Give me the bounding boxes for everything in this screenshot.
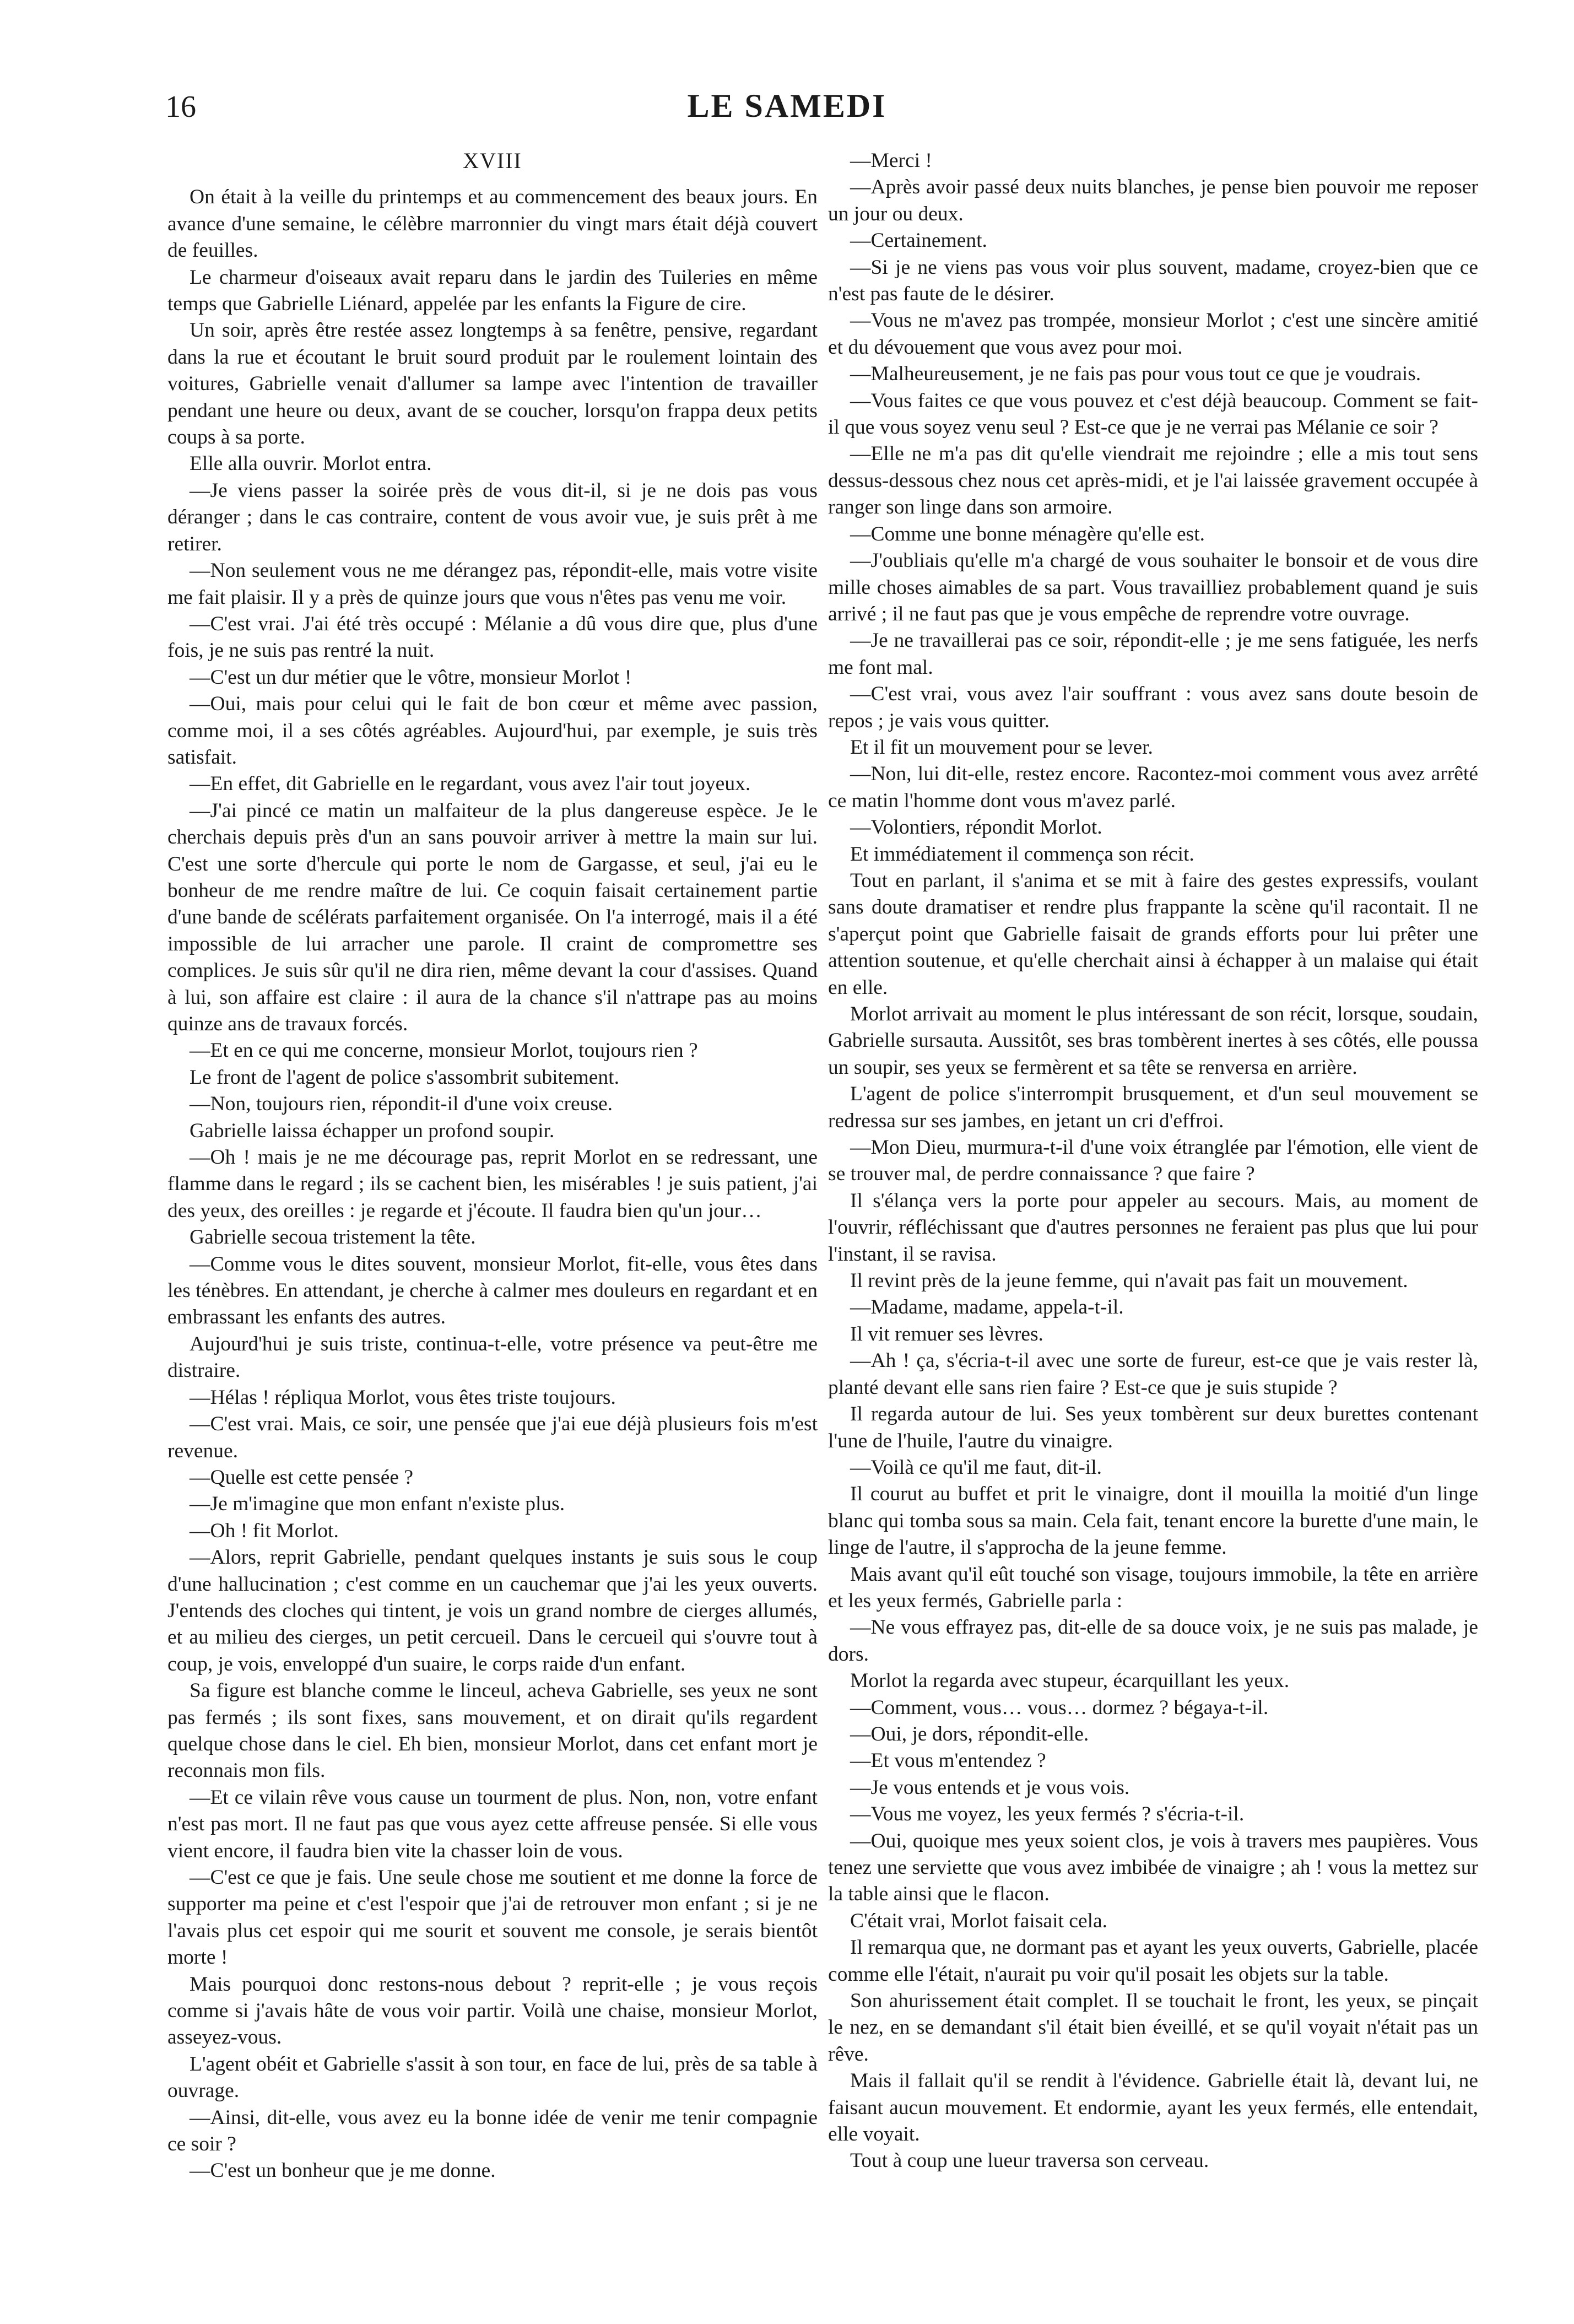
paragraph: —Oui, quoique mes yeux soient clos, je vois à travers mes paupières. Vous tenez une serviette que vous avez imbibée de vinaigre ; ah ! vous la mettez sur la table ainsi que le flacon. bbox=[828, 1829, 1478, 1906]
paragraph: —Non seulement vous ne me dérangez pas, répondit-elle, mais votre visite me fait plaisir. Il y a près de quinze jours que vous n'êtes pas venu me voir. bbox=[167, 559, 818, 609]
paragraph: L'agent obéit et Gabrielle s'assit à son tour, en face de lui, près de sa table à ouvrage. bbox=[167, 2052, 818, 2103]
paragraph: —Oui, mais pour celui qui le fait de bon cœur et même avec passion, comme moi, il a ses côtés agréables. Aujourd'hui, par exemple, je suis très satisfait. bbox=[167, 693, 818, 769]
paragraph: Morlot la regarda avec stupeur, écarquillant les yeux. bbox=[850, 1669, 1290, 1693]
paragraph: —C'est vrai. J'ai été très occupé : Mélanie a dû vous dire que, plus d'une fois, je ne suis pas rentré la nuit. bbox=[167, 612, 818, 662]
paragraph: —Après avoir passé deux nuits blanches, je pense bien pouvoir me reposer un jour ou deux. bbox=[828, 176, 1478, 225]
paragraph: —Comme une bonne ménagère qu'elle est. bbox=[850, 522, 1205, 545]
paragraph: Le charmeur d'oiseaux avait reparu dans le jardin des Tuileries en même temps que Gabrielle Liénard, appelée par les enfants la Figure de cire. bbox=[167, 266, 818, 316]
paragraph: —Oh ! mais je ne me décourage pas, reprit Morlot en se redressant, une flamme dans le regard ; ils se cachent bien, les misérables ! je suis patient, j'ai des yeux, des oreilles : je regarde et j'écoute. Il faudra bien qu'un jour… bbox=[167, 1146, 818, 1222]
journal-title: LE SAMEDI bbox=[687, 88, 887, 124]
paragraph: —Certainement. bbox=[850, 229, 987, 252]
paragraph: —Ah ! ça, s'écria-t-il avec une sorte de fureur, est-ce que je vais rester là, planté devant elle sans rien faire ? Est-ce que je suis stupide ? bbox=[828, 1349, 1478, 1399]
paragraph: Il courut au buffet et prit le vinaigre, dont il mouilla la moitié d'un linge blanc qui tomba sous sa main. Cela fait, tenant encore la burette d'une main, le linge de l'autre, il s'approcha de la jeune femme. bbox=[828, 1483, 1478, 1559]
paragraph: Gabrielle secoua tristement la tête. bbox=[190, 1226, 476, 1249]
paragraph: —Alors, reprit Gabrielle, pendant quelques instants je suis sous le coup d'une hallucination ; c'est comme en un cauchemar que j'ai les yeux ouverts. J'entends des cloches qui tintent, je vois un grand nombre de cierges allumés, et au milieu des cierges, un petit cercueil. Dans le cercueil qui s'ouvre tout à coup, je vois, enveloppé d'un suaire, le corps raide d'un enfant. bbox=[167, 1546, 818, 1676]
paragraph: —Hélas ! répliqua Morlot, vous êtes triste toujours. bbox=[190, 1386, 616, 1409]
paragraph: Il remarqua que, ne dormant pas et ayant les yeux ouverts, Gabrielle, placée comme elle l'était, n'aurait pu voir qu'il posait les objets sur la table. bbox=[828, 1936, 1478, 1986]
paragraph: Le front de l'agent de police s'assombrit subitement. bbox=[190, 1066, 619, 1089]
paragraph: Tout à coup une lueur traversa son cerveau. bbox=[850, 2149, 1209, 2172]
paragraph: —Mon Dieu, murmura-t-il d'une voix étranglée par l'émotion, elle vient de se trouver mal, de perdre connaissance ? que faire ? bbox=[828, 1136, 1478, 1186]
paragraph: —Malheureusement, je ne fais pas pour vous tout ce que je voudrais. bbox=[850, 363, 1421, 386]
paragraph: —Ne vous effrayez pas, dit-elle de sa douce voix, je ne suis pas malade, je dors. bbox=[828, 1616, 1478, 1666]
paragraph: Aujourd'hui je suis triste, continua-t-elle, votre présence va peut-être me distraire. bbox=[167, 1332, 818, 1382]
paragraph: L'agent de police s'interrompit brusquement, et d'un seul mouvement se redressa sur ses jambes, en jetant un cri d'effroi. bbox=[828, 1083, 1478, 1132]
paragraph: Morlot arrivait au moment le plus intéressant de son récit, lorsque, soudain, Gabrielle sursauta. Aussitôt, ses bras tombèrent inertes à ses côtés, elle poussa un soupir, ses yeux se fermèrent et sa tête se renversa en arrière. bbox=[828, 1003, 1478, 1079]
paragraph: On était à la veille du printemps et au commencement des beaux jours. En avance d'une semaine, le célèbre marronnier du vingt mars était déjà couvert de feuilles. bbox=[167, 186, 818, 262]
paragraph: Il vit remuer ses lèvres. bbox=[850, 1322, 1043, 1345]
paragraph: —Et en ce qui me concerne, monsieur Morlot, toujours rien ? bbox=[190, 1039, 698, 1062]
paragraph: —C'est un dur métier que le vôtre, monsieur Morlot ! bbox=[190, 666, 632, 689]
paragraph: —Comment, vous… vous… dormez ? bégaya-t-il. bbox=[850, 1696, 1269, 1719]
page-number: 16 bbox=[165, 90, 196, 124]
paragraph: —Merci ! bbox=[850, 149, 932, 172]
right-column bbox=[828, 148, 1478, 2175]
paragraph: —Oh ! fit Morlot. bbox=[190, 1519, 339, 1542]
paragraph: Mais il fallait qu'il se rendit à l'évidence. Gabrielle était là, devant lui, ne faisant aucun mouvement. Et endormie, ayant les yeux fermés, elle entendait, elle voyait. bbox=[828, 2069, 1478, 2146]
paragraph: Et il fit un mouvement pour se lever. bbox=[850, 736, 1153, 759]
paragraph: —Quelle est cette pensée ? bbox=[190, 1466, 414, 1489]
paragraph: Un soir, après être restée assez longtemps à sa fenêtre, pensive, regardant dans la rue et écoutant le bruit sourd produit par le roulement lointain des voitures, Gabrielle venait d'allumer sa lampe avec l'intention de travailler pendant une heure ou deux, avant de se coucher, lorsqu'on frappa deux petits coups à sa porte. bbox=[167, 319, 818, 449]
paragraph: Sa figure est blanche comme le linceul, acheva Gabrielle, ses yeux ne sont pas fermés ; ils sont fixes, sans mouvement, et on dirait qu'ils regardent quelque chose dans le ciel. Eh bien, monsieur Morlot, dans cet enfant mort je reconnais mon fils. bbox=[167, 1679, 818, 1782]
paragraph: —Non, toujours rien, répondit-il d'une voix creuse. bbox=[190, 1093, 613, 1116]
paragraph: Et immédiatement il commença son récit. bbox=[850, 842, 1194, 866]
paragraph: Il revint près de la jeune femme, qui n'avait pas fait un mouvement. bbox=[850, 1269, 1408, 1293]
paragraph: Il regarda autour de lui. Ses yeux tombèrent sur deux burettes contenant l'une de l'huile, l'autre du vinaigre. bbox=[828, 1403, 1478, 1452]
paragraph: —Et ce vilain rêve vous cause un tourment de plus. Non, non, votre enfant n'est pas mort. Il ne faut pas que vous ayez cette affreuse pensée. Si elle vous vient encore, il faudra bien vite la chasser loin de vous. bbox=[167, 1786, 818, 1862]
paragraph: —J'ai pincé ce matin un malfaiteur de la plus dangereuse espèce. Je le cherchais depuis près d'un an sans pouvoir arriver à mettre la main sur lui. C'est une sorte d'hercule qui porte le nom de Gargasse, et seul, j'ai eu le bonheur de me rendre maître de lui. Ce coquin faisait certainement partie d'une bande de scélérats parfaitement organisée. On l'a interrogé, mais il a été impossible de lui arracher une parole. Il craint de compromettre ses complices. Je suis sûr qu'il ne dira rien, même devant la cour d'assises. Quand à lui, son affaire est claire : il aura de la chance s'il n'attrape pas au moins quinze ans de travaux forcés. bbox=[167, 799, 818, 1035]
paragraph: —J'oubliais qu'elle m'a chargé de vous souhaiter le bonsoir et de vous dire mille choses aimables de sa part. Vous travailliez probablement quand je suis arrivé ; il ne faut pas que je vous empêche de reprendre votre ouvrage. bbox=[828, 549, 1478, 625]
paragraph: Elle alla ouvrir. Morlot entra. bbox=[190, 452, 432, 475]
paragraph: —Elle ne m'a pas dit qu'elle viendrait me rejoindre ; elle a mis tout sens dessus-dessous chez nous cet après-midi, et je l'ai laissée gravement occupée à ranger son linge dans son armoire. bbox=[828, 442, 1478, 519]
paragraph: —Je viens passer la soirée près de vous dit-il, si je ne dois pas vous déranger ; dans le cas contraire, content de vous avoir vue, je suis prêt à me retirer. bbox=[167, 479, 818, 555]
paragraph: Il s'élança vers la porte pour appeler au secours. Mais, au moment de l'ouvrir, réfléchissant que d'autres personnes ne feraient pas plus que lui pour l'instant, il se ravisa. bbox=[828, 1189, 1478, 1266]
paragraph: —Non, lui dit-elle, restez encore. Racontez-moi comment vous avez arrêté ce matin l'homme dont vous m'avez parlé. bbox=[828, 763, 1478, 812]
left-column bbox=[167, 148, 818, 2185]
paragraph: —Vous me voyez, les yeux fermés ? s'écria-t-il. bbox=[850, 1803, 1245, 1826]
paragraph: —Et vous m'entendez ? bbox=[850, 1749, 1046, 1772]
paragraph: C'était vrai, Morlot faisait cela. bbox=[850, 1909, 1108, 1932]
paragraph: —C'est ce que je fais. Une seule chose me soutient et me donne la force de supporter ma peine et c'est l'espoir que j'ai de retrouver mon enfant ; si je ne l'avais plus cet espoir qui me sourit et souvent me console, je serais bientôt morte ! bbox=[167, 1866, 818, 1969]
paragraph: —C'est vrai, vous avez l'air souffrant : vous avez sans doute besoin de repos ; je vais vous quitter. bbox=[828, 683, 1478, 732]
paragraph: —Oui, je dors, répondit-elle. bbox=[850, 1722, 1089, 1745]
chapter-heading: XVIII bbox=[463, 148, 522, 173]
paragraph: —Vous faites ce que vous pouvez et c'est déjà beaucoup. Comment se fait-il que vous soyez venu seul ? Est-ce que je ne verrai pas Mélanie ce soir ? bbox=[828, 389, 1478, 439]
paragraph: —Madame, madame, appela-t-il. bbox=[850, 1296, 1124, 1319]
paragraph: —C'est vrai. Mais, ce soir, une pensée que j'ai eue déjà plusieurs fois m'est revenue. bbox=[167, 1413, 818, 1462]
paragraph: Son ahurissement était complet. Il se touchait le front, les yeux, se pinçait le nez, en se demandant s'il était bien éveillé, et se qu'il voyait n'était pas un rêve. bbox=[828, 1990, 1478, 2066]
paragraph: —Je vous entends et je vous vois. bbox=[850, 1776, 1130, 1799]
paragraph: —Si je ne viens pas vous voir plus souvent, madame, croyez-bien que ce n'est pas faute de le désirer. bbox=[828, 256, 1478, 306]
paragraph: Tout en parlant, il s'anima et se mit à faire des gestes expressifs, voulant sans doute dramatiser et rendre plus frappante la scène qu'il racontait. Il ne s'aperçut point que Gabrielle faisait de grands efforts pour lui prêter une attention soutenue, et qu'elle cherchait ainsi à échapper à un malaise qui était en elle. bbox=[828, 869, 1478, 999]
paragraph: —Vous ne m'avez pas trompée, monsieur Morlot ; c'est une sincère amitié et du dévouement que vous avez pour moi. bbox=[828, 309, 1478, 359]
paragraph: Mais avant qu'il eût touché son visage, toujours immobile, la tête en arrière et les yeux fermés, Gabrielle parla : bbox=[828, 1563, 1478, 1612]
paragraph: —Voilà ce qu'il me faut, dit-il. bbox=[850, 1456, 1102, 1479]
paragraph: —C'est un bonheur que je me donne. bbox=[190, 2159, 496, 2182]
paragraph: —En effet, dit Gabrielle en le regardant, vous avez l'air tout joyeux. bbox=[190, 772, 751, 796]
paragraph: Gabrielle laissa échapper un profond soupir. bbox=[190, 1119, 555, 1142]
paragraph: —Ainsi, dit-elle, vous avez eu la bonne idée de venir me tenir compagnie ce soir ? bbox=[167, 2106, 818, 2156]
paragraph: —Volontiers, répondit Morlot. bbox=[850, 816, 1102, 839]
paragraph: Mais pourquoi donc restons-nous debout ? reprit-elle ; je vous reçois comme si j'avais hâte de vous voir partir. Voilà une chaise, monsieur Morlot, asseyez-vous. bbox=[167, 1972, 818, 2049]
paragraph: —Je m'imagine que mon enfant n'existe plus. bbox=[190, 1493, 565, 1516]
paragraph: —Je ne travaillerai pas ce soir, répondit-elle ; je me sens fatiguée, les nerfs me font mal. bbox=[828, 629, 1478, 679]
paragraph: —Comme vous le dites souvent, monsieur Morlot, fit-elle, vous êtes dans les ténèbres. En attendant, je cherche à calmer mes douleurs en regardant et en embrassant les enfants des autres. bbox=[167, 1252, 818, 1329]
